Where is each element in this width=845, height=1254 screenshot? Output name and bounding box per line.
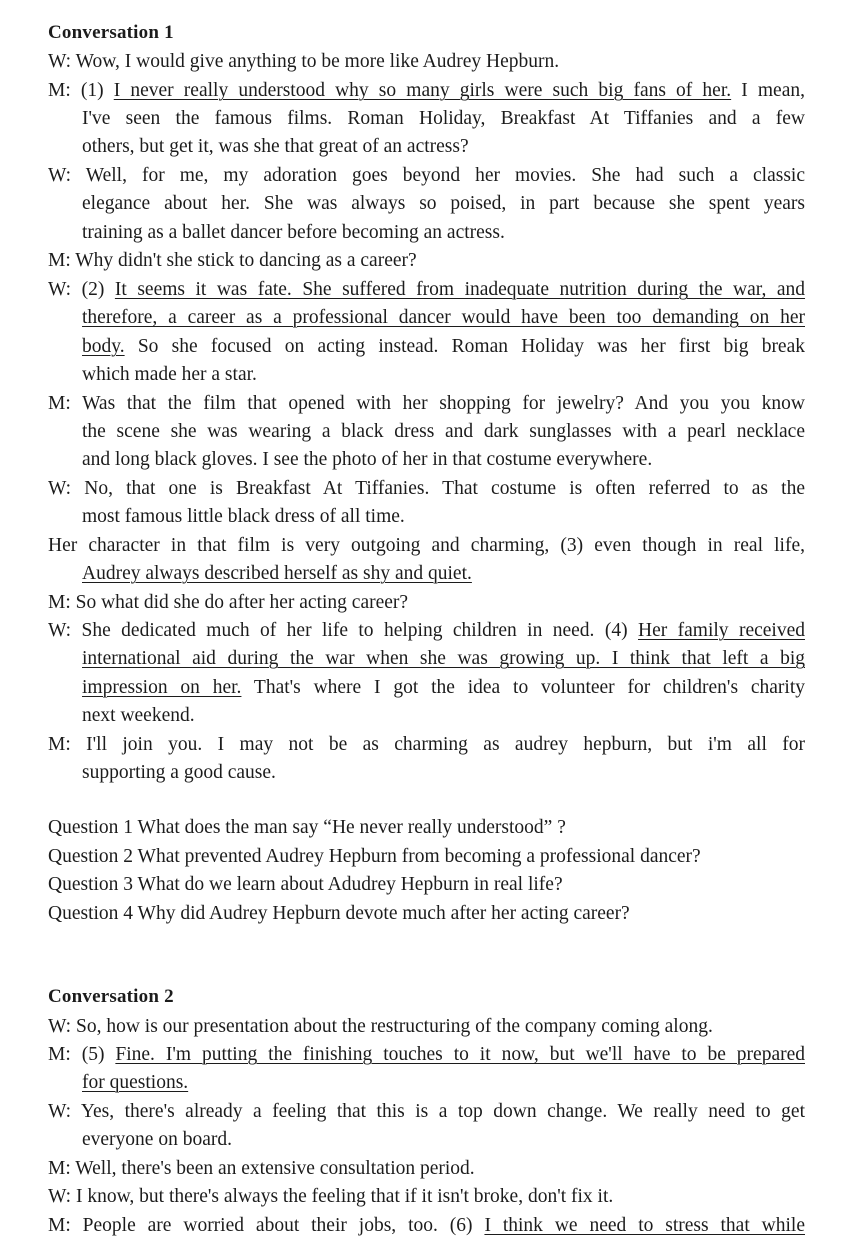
dialogue-line: M: Was that the film that opened with her shopping for jewelry? And you you know — [48, 393, 805, 414]
dialogue-line: W: Well, for me, my adoration goes beyond her movies. She had such a classic — [48, 165, 805, 186]
dialogue-line: W: No, that one is Breakfast At Tiffanies. That costume is often referred to as the — [48, 478, 805, 499]
dialogue-line: W: So, how is our presentation about the restructuring of the company coming along. — [48, 1016, 713, 1037]
dialogue-line: therefore, a career as a professional dancer would have been too demanding on her — [82, 307, 805, 328]
dialogue-line: W: I know, but there's always the feeling that if it isn't broke, don't fix it. — [48, 1186, 614, 1207]
dialogue-line: W: Wow, I would give anything to be more like Audrey Hepburn. — [48, 51, 560, 72]
line-text: M: People are worried about their jobs, too. (6) — [48, 1215, 485, 1236]
underlined-answer-4: Her family received — [638, 620, 805, 641]
dialogue-line: most famous little black dress of all time. — [82, 506, 405, 527]
dialogue-line — [48, 278, 805, 302]
dialogue-line — [82, 335, 805, 359]
dialogue-line — [48, 1043, 805, 1067]
underlined-answer-2: body. — [82, 336, 125, 357]
dialogue-line: others, but get it, was she that great of an actress? — [82, 136, 469, 157]
question-1: Question 1 What does the man say “He never really understood” ? — [48, 817, 566, 838]
question-2: Question 2 What prevented Audrey Hepburn from becoming a professional dancer? — [48, 846, 701, 867]
dialogue-line: supporting a good cause. — [82, 762, 276, 783]
dialogue-line: I've seen the famous films. Roman Holiday, Breakfast At Tiffanies and a few — [82, 108, 805, 129]
dialogue-line: Her character in that film is very outgoing and charming, (3) even though in real life, — [48, 535, 805, 556]
dialogue-line: everyone on board. — [82, 1129, 232, 1150]
question-4: Question 4 Why did Audrey Hepburn devote much after her acting career? — [48, 903, 630, 924]
line-text: I mean, — [731, 80, 805, 101]
dialogue-line: the scene she was wearing a black dress and dark sunglasses with a pearl necklace — [82, 421, 805, 442]
underlined-answer-5: for questions. — [82, 1072, 189, 1093]
dialogue-line: and long black gloves. I see the photo of her in that costume everywhere. — [82, 449, 653, 470]
line-text: That's where I got the idea to volunteer for children's charity — [241, 677, 806, 698]
underlined-answer-1: I never really understood why so many girls were such big fans of her. — [113, 80, 732, 101]
dialogue-line — [48, 79, 805, 103]
dialogue-line: next weekend. — [82, 705, 195, 726]
conversation-1-heading: Conversation 1 — [48, 22, 174, 43]
line-text: W: She dedicated much of her life to helping children in need. (4) — [48, 620, 638, 641]
underlined-answer-6: I think we need to stress that while — [484, 1215, 805, 1236]
line-text: So she focused on acting instead. Roman Holiday was her first big break — [124, 336, 805, 357]
dialogue-line — [48, 619, 805, 643]
dialogue-line: training as a ballet dancer before becoming an actress. — [82, 222, 505, 243]
dialogue-line — [82, 676, 805, 700]
conversation-2-heading: Conversation 2 — [48, 986, 174, 1007]
underlined-answer-2: It seems it was fate. She suffered from inadequate nutrition during the war, and — [114, 279, 806, 300]
dialogue-line: W: Yes, there's already a feeling that this is a top down change. We really need to get — [48, 1101, 805, 1122]
dialogue-line: M: Why didn't she stick to dancing as a career? — [48, 250, 417, 271]
dialogue-line: international aid during the war when she was growing up. I think that left a big — [82, 648, 805, 669]
speaker-prefix: W: (2) — [48, 279, 115, 300]
dialogue-line: M: So what did she do after her acting career? — [48, 592, 409, 613]
dialogue-line: which made her a star. — [82, 364, 257, 385]
speaker-prefix: M: (5) — [48, 1044, 116, 1065]
underlined-answer-4: impression on her. — [82, 677, 242, 698]
dialogue-line: M: Well, there's been an extensive consultation period. — [48, 1158, 475, 1179]
underlined-answer-3: Audrey always described herself as shy and quiet. — [82, 563, 472, 584]
dialogue-line — [48, 1214, 805, 1238]
question-3: Question 3 What do we learn about Adudrey Hepburn in real life? — [48, 874, 563, 895]
speaker-prefix: M: (1) — [48, 80, 114, 101]
dialogue-line: M: I'll join you. I may not be as charming as audrey hepburn, but i'm all for — [48, 734, 805, 755]
dialogue-line: elegance about her. She was always so poised, in part because she spent years — [82, 193, 805, 214]
underlined-answer-5: Fine. I'm putting the finishing touches to it now, but we'll have to be prepared — [115, 1044, 805, 1065]
